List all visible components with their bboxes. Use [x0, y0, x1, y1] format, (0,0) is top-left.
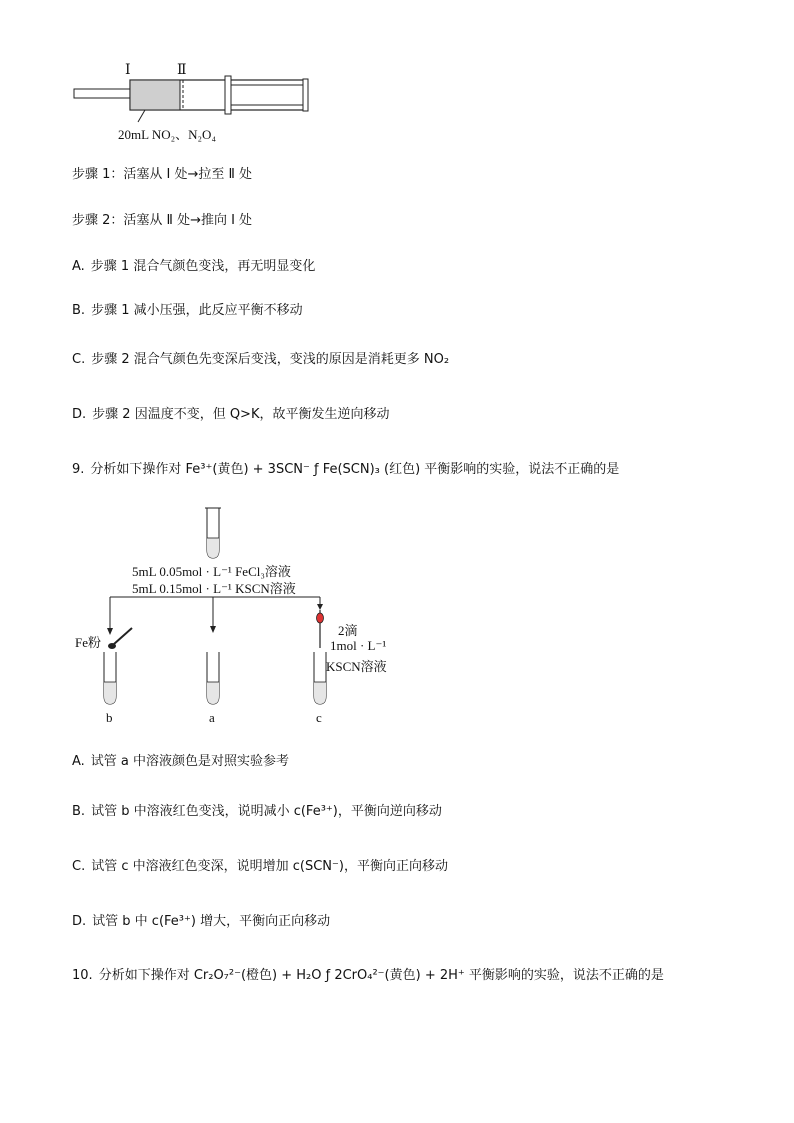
- q8-option-b: [72, 299, 303, 318]
- option-text: 试管 a 中溶液颜色是对照实验参考: [90, 754, 290, 769]
- q9-option-b: [72, 800, 442, 819]
- diagram-label-kscn: 5mL 0.15mol · L⁻¹ KSCN溶液: [132, 581, 296, 596]
- option-text: 步骤 2 因温度不变，但 Q>K，故平衡发生逆向移动: [92, 407, 390, 422]
- step-2: 步骤 2：活塞从 Ⅱ 处→推向 Ⅰ 处: [72, 213, 253, 228]
- option-letter: A.: [72, 259, 85, 274]
- option-letter: A.: [72, 754, 85, 769]
- option-letter: B.: [72, 804, 86, 819]
- option-text: 步骤 1 减小压强，此反应平衡不移动: [91, 303, 303, 318]
- question-9: [72, 458, 619, 477]
- syringe-mark-1: Ⅰ: [125, 63, 131, 78]
- syringe-mark-2: Ⅱ: [177, 63, 187, 78]
- option-letter: C.: [72, 352, 86, 367]
- option-text: 步骤 2 混合气颜色先变深后变浅，变浅的原因是消耗更多 NO₂: [91, 352, 450, 367]
- drops-label-1: 2滴: [338, 623, 358, 638]
- tube-a-label: a: [209, 710, 215, 725]
- q8-option-c: [72, 348, 449, 367]
- question-text: 分析如下操作对 Fe³⁺(黄色) + 3SCN⁻ ƒ Fe(SCN)₃ (红色) 平衡影响的实验，说法不正确的是: [90, 462, 620, 477]
- tube-b-label: b: [106, 710, 113, 725]
- fe-powder-label: Fe粉: [75, 635, 102, 650]
- q9-option-a: [72, 750, 289, 769]
- syringe-label: 20mL NO₂、N₂O₄: [118, 127, 216, 142]
- drops-label-2: 1mol · L⁻¹: [330, 638, 387, 653]
- question-number: 10.: [72, 968, 93, 983]
- question-number: 9.: [72, 462, 85, 477]
- option-text: 试管 b 中溶液红色变浅，说明减小 c(Fe³⁺)，平衡向逆向移动: [91, 804, 442, 819]
- option-text: 步骤 1 混合气颜色变浅，再无明显变化: [90, 259, 316, 274]
- q9-option-c: [72, 855, 448, 874]
- option-letter: B.: [72, 303, 86, 318]
- tube-c-label: c: [316, 710, 322, 725]
- option-letter: D.: [72, 407, 87, 422]
- drops-label-3: KSCN溶液: [326, 659, 387, 674]
- option-letter: C.: [72, 859, 86, 874]
- option-letter: D.: [72, 914, 87, 929]
- question-text: 分析如下操作对 Cr₂O₇²⁻(橙色) + H₂O ƒ 2CrO₄²⁻(黄色) + 2H⁺ 平衡影响的实验，说法不正确的是: [98, 968, 664, 983]
- test-tube-diagram: [70, 500, 430, 730]
- option-text: 试管 c 中溶液红色变深，说明增加 c(SCN⁻)，平衡向正向移动: [91, 859, 448, 874]
- diagram-label-fecl3: 5mL 0.05mol · L⁻¹ FeCl₃溶液: [132, 564, 291, 579]
- question-10: [72, 964, 664, 983]
- q8-option-a: [72, 255, 315, 274]
- step-1: 步骤 1：活塞从 Ⅰ 处→拉至 Ⅱ 处: [72, 167, 253, 182]
- option-text: 试管 b 中 c(Fe³⁺) 增大，平衡向正向移动: [92, 914, 331, 929]
- q9-option-d: [72, 910, 330, 929]
- q8-option-d: [72, 403, 389, 422]
